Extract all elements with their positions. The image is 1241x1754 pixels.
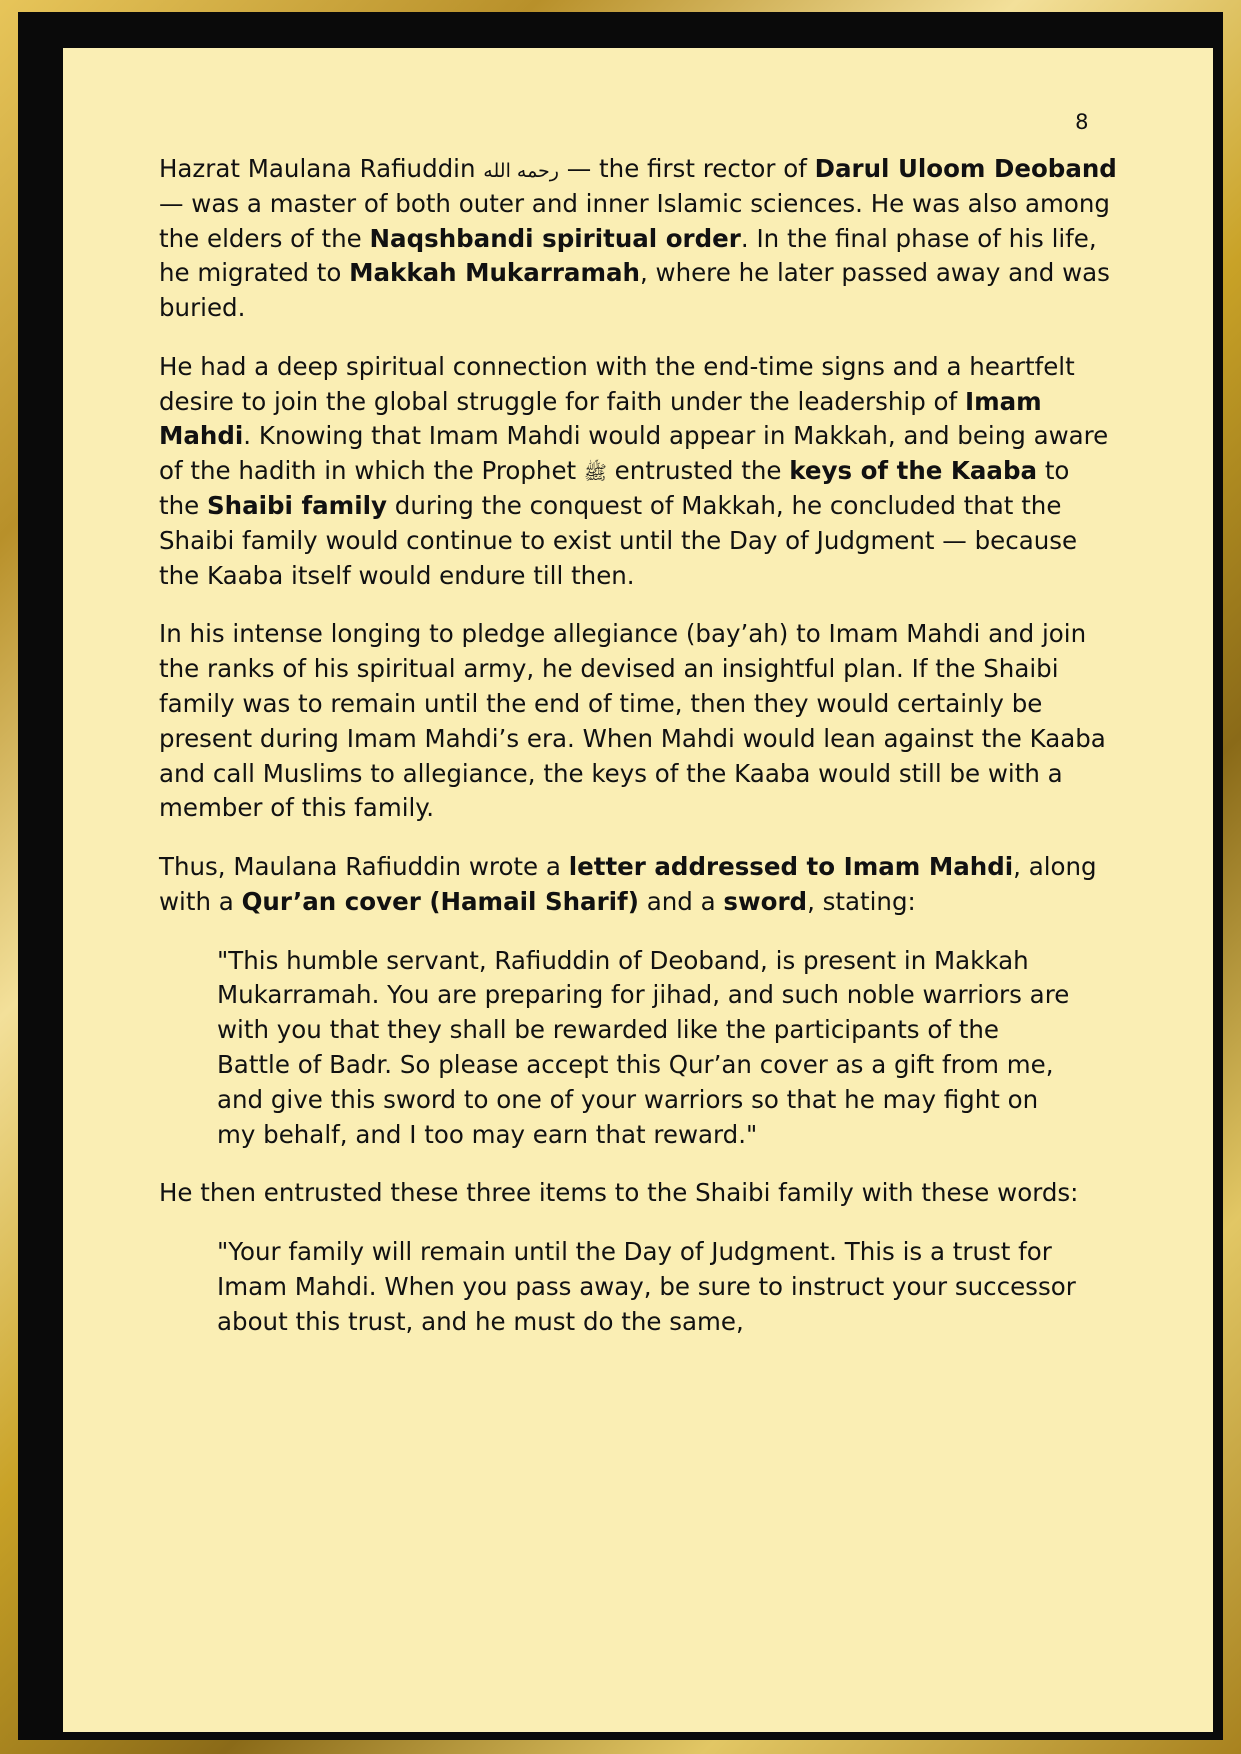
emphasized-text: Imam Mahdi — [159, 386, 1042, 451]
block-quote — [159, 944, 1117, 1153]
emphasized-text: Naqshbandi spiritual order — [369, 223, 741, 253]
text-run: Thus, Maulana Rafiuddin wrote a — [159, 852, 569, 882]
text-run: during the conquest of Makkah, he concluded that the Shaibi family would continue to exist until the Day of Judgment — because the Kaaba itself would endure till then. — [159, 491, 1078, 590]
text-run: Hazrat Maulana Rafiuddin — [159, 154, 484, 183]
text-run: He had a deep spiritual connection with the end-time signs and a heartfelt desire to join the global struggle for faith under the leadership of — [159, 351, 1075, 416]
text-run: to the — [159, 456, 1070, 521]
page-body-text — [159, 152, 1117, 1339]
emphasized-text: Makkah Mukarramah — [349, 258, 640, 288]
emphasized-text: Shaibi family — [207, 491, 387, 521]
text-run: . Knowing that Imam Mahdi would appear in Makkah, and being aware of the hadith in which the Prophet — [159, 421, 1109, 486]
text-run: , stating: — [807, 886, 916, 916]
block-quote — [159, 1235, 1117, 1339]
arabic-honorific: ﷺ — [583, 462, 607, 485]
emphasized-text: Qur’an cover (Hamail Sharif) — [241, 886, 639, 916]
arabic-honorific: رحمه الله — [483, 160, 559, 182]
document-page — [63, 48, 1213, 1732]
text-run: In his intense longing to pledge allegiance (bay’ah) to Imam Mahdi and join the ranks of his spiritual army, he devised an insightful plan. If the Shaibi family was to remain until the end of time, then they would certainly be present during Imam Mahdi’s era. When Mahdi would lean against the Kaaba and call Muslims to allegiance, the keys of the Kaaba would still be with a member of this family. — [159, 619, 1106, 823]
page-number: 8 — [1075, 110, 1089, 134]
paragraph — [159, 350, 1117, 593]
emphasized-text: letter addressed to Imam Mahdi — [568, 852, 1014, 882]
emphasized-text: keys of the Kaaba — [789, 456, 1038, 486]
paragraph — [159, 152, 1117, 326]
text-run: . In the final phase of his life, he migrated to — [159, 223, 1097, 288]
emphasized-text: Darul Uloom Deoband — [814, 154, 1117, 183]
text-run: entrusted the — [606, 456, 790, 486]
paragraph — [159, 850, 1117, 920]
paragraph — [159, 1176, 1117, 1211]
text-run: "This humble servant, Rafiuddin of Deoband, is present in Makkah Mukarramah. You are preparing for jihad, and such noble warriors are with you that they shall be rewarded like the participants of the Battle of Badr. So please accept this Qur’an cover as a gift from me, and give this sword to one of your warriors so that he may fight on my behalf, and I too may earn that reward." — [217, 945, 1070, 1149]
text-run: He then entrusted these three items to the Shaibi family with these words: — [159, 1178, 1079, 1208]
text-run: — was a master of both outer and inner Islamic sciences. He was also among the elders of the — [159, 188, 1110, 253]
text-run: "Your family will remain until the Day of Judgment. This is a trust for Imam Mahdi. When you pass away, be sure to instruct your successor about this trust, and he must do the same, — [217, 1237, 1076, 1336]
paragraph — [159, 617, 1117, 826]
text-run: and a — [638, 886, 724, 916]
black-border — [18, 12, 1223, 1740]
emphasized-text: sword — [723, 886, 808, 916]
text-run: , where he later passed away and was buried. — [159, 258, 1110, 323]
text-run: — the first rector of — [558, 154, 815, 183]
text-run: , along with a — [159, 852, 1097, 916]
